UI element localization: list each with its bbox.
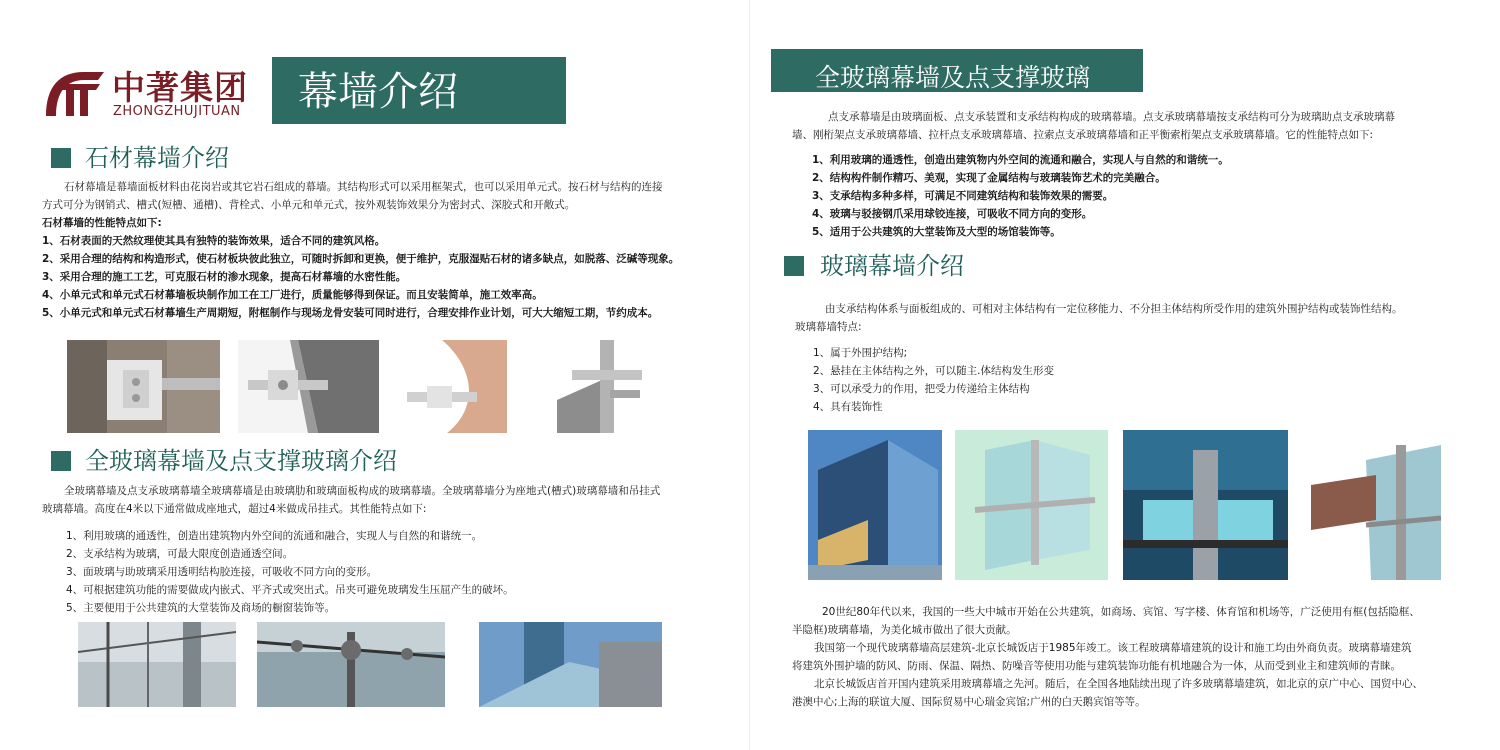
list-item: 3、可以承受力的作用，把受力传递给主体结构 [813,383,1030,395]
stone-photo-3 [407,340,507,433]
history-line-1: 20世纪80年代以来，我国的一些大中城市开始在公共建筑，如商场、宾馆、写字楼、体育馆和机场等，广泛使用有框(包括隐框、 [822,606,1420,618]
curtain-photo-2 [955,430,1108,580]
history-line-4: 将建筑外围护墙的防风、防雨、保温、隔热、防噪音等使用功能与建筑装饰功能有机地融合为一体，从而受到业主和建筑师的青睐。 [792,660,1401,672]
stone-intro-line-3: 石材幕墙的性能特点如下: [42,217,162,229]
list-item: 2、结构构件制作精巧、美观，实现了金属结构与玻璃装饰艺术的完美融合。 [812,172,1166,184]
glass-feature-list [42,527,660,617]
section-marker [784,256,804,276]
curtain-photo-4 [1311,430,1443,580]
glass-intro-line-2: 玻璃幕墙。高度在4米以下通常做成座地式，超过4米做成吊挂式。其性能特点如下: [42,503,427,515]
list-item: 2、采用合理的结构和构造形式，使石材板块彼此独立，可随时拆卸和更换，便于维护，克服湿贴石材的诸多缺点，如脱落、泛碱等现象。 [42,253,680,265]
list-item: 4、具有装饰性 [813,401,883,413]
section-marker [51,148,71,168]
list-item: 2、支承结构为玻璃，可最大限度创造通透空间。 [66,548,294,560]
curtain-text [795,300,1403,416]
history-line-2: 半隐框)玻璃幕墙，为美化城市做出了很大贡献。 [792,624,1017,636]
list-item: 5、主要便用于公共建筑的大堂装饰及商场的橱窗装饰等。 [66,602,336,614]
left-banner-title: 幕墙介绍 [298,69,458,115]
list-item: 1、石材表面的天然纹理使其具有独特的装饰效果，适合不同的建筑风格。 [42,235,386,247]
logo-chinese-name: 中著集团 [112,68,248,107]
curtain-feature-list [795,344,1403,416]
left-banner [272,57,566,124]
list-item: 2、悬挂在主体结构之外，可以随主.体结构发生形变 [813,365,1055,377]
list-item: 5、适用于公共建筑的大堂装饰及大型的场馆装饰等。 [812,226,1061,238]
list-item: 4、玻璃与驳接钢爪采用球铰连接，可吸收不同方向的变形。 [812,208,1093,220]
list-item: 5、小单元式和单元式石材幕墙生产周期短，附框制作与现场龙骨安装可同时进行，合理安排作业计划，可大大缩短工期，节约成本。 [42,307,659,319]
curtain-section-title: 玻璃幕墙介绍 [820,252,964,280]
history-line-5: 北京长城饭店首开国内建筑采用玻璃幕墙之先河。随后，在全国各地陆续出现了许多玻璃幕墙建筑，如北京的京广中心、国贸中心、 [814,678,1423,690]
stone-photo-1 [67,340,220,433]
curtain-photo-1 [808,430,942,580]
right-banner [771,49,1143,92]
page-fold [749,0,750,750]
stone-photo-2 [238,340,379,433]
curtain-photo-3 [1123,430,1288,580]
glass-intro-line-1: 全玻璃幕墙及点支承玻璃幕墙全玻璃幕墙是由玻璃肋和玻璃面板构成的玻璃幕墙。全玻璃幕墙分为座地式(槽式)玻璃幕墙和吊挂式 [64,485,661,497]
point-support-text [792,108,1395,241]
point-intro-line-1: 点支承幕墙是由玻璃面板、点支承装置和支承结构构成的玻璃幕墙。点支承玻璃幕墙按支承结构可分为玻璃助点支承玻璃幕 [828,111,1395,123]
list-item: 4、可根据建筑功能的需要做成内嵌式、平齐式或突出式。吊夹可避免玻璃发生压屈产生的破坏。 [66,584,514,596]
curtain-intro-line-2: 玻璃幕墙特点: [795,321,862,333]
list-item: 1、属于外围护结构; [813,347,908,359]
company-logo [40,62,250,122]
logo-mark-icon [40,66,108,120]
stone-intro-line-2: 方式可分为钢销式、槽式(短槽、通槽)、背栓式、小单元和单元式，按外观装饰效果分为密封式、深胶式和开敞式。 [42,199,576,211]
section-marker [51,451,71,471]
curtain-intro-line-1: 由支承结构体系与面板组成的、可相对主体结构有一定位移能力、不分担主体结构所受作用的建筑外围护结构或装饰性结构。 [825,303,1403,315]
stone-photo-4 [552,340,647,433]
right-banner-title: 全玻璃幕墙及点支撑玻璃 [815,63,1091,92]
glass-section-title: 全玻璃幕墙及点支撑玻璃介绍 [85,447,397,475]
list-item: 3、面玻璃与助玻璃采用透明结构胶连接，可吸收不同方向的变形。 [66,566,378,578]
glass-photo-3 [479,622,662,707]
stone-intro-line-1: 石材幕墙是幕墙面板材料由花岗岩或其它岩石组成的幕墙。其结构形式可以采用框架式，也可以采用单元式。按石材与结构的连接 [64,181,663,193]
glass-photo-1 [78,622,236,707]
logo-english-name: ZHONGZHUJITUAN [113,104,241,119]
history-line-3: 我国第一个现代玻璃幕墙高层建筑-北京长城饭店于1985年竣工。该工程玻璃幕墙建筑的设计和施工均由外商负责。玻璃幕墙建筑 [814,642,1412,654]
point-feature-list [792,151,1395,241]
list-item: 1、利用玻璃的通透性，创造出建筑物内外空间的流通和融合，实现人与自然的和谐统一。 [66,530,483,542]
history-text [792,603,1423,711]
list-item: 3、采用合理的施工工艺，可克服石材的渗水现象，提高石材幕墙的水密性能。 [42,271,407,283]
glass-text [42,482,660,617]
list-item: 1、利用玻璃的通透性，创造出建筑物内外空间的流通和融合，实现人与自然的和谐统一。 [812,154,1229,166]
glass-photo-2 [257,622,445,707]
stone-text [42,178,679,322]
point-intro-line-2: 墙、刚桁架点支承玻璃幕墙、拉杆点支承玻璃幕墙、拉索点支承玻璃幕墙和正平衡索桁架点支承玻璃幕墙。它的性能特点如下: [792,129,1374,141]
history-line-6: 港澳中心;上海的联谊大厦、国际贸易中心瑞金宾馆;广州的白天鹅宾馆等等。 [792,696,1146,708]
stone-feature-list [42,232,679,322]
list-item: 3、支承结构多种多样，可满足不同建筑结构和装饰效果的需要。 [812,190,1114,202]
stone-section-title: 石材幕墙介绍 [85,144,229,172]
list-item: 4、小单元式和单元式石材幕墙板块制作加工在工厂进行，质量能够得到保证。而且安装简单，施工效率高。 [42,289,543,301]
